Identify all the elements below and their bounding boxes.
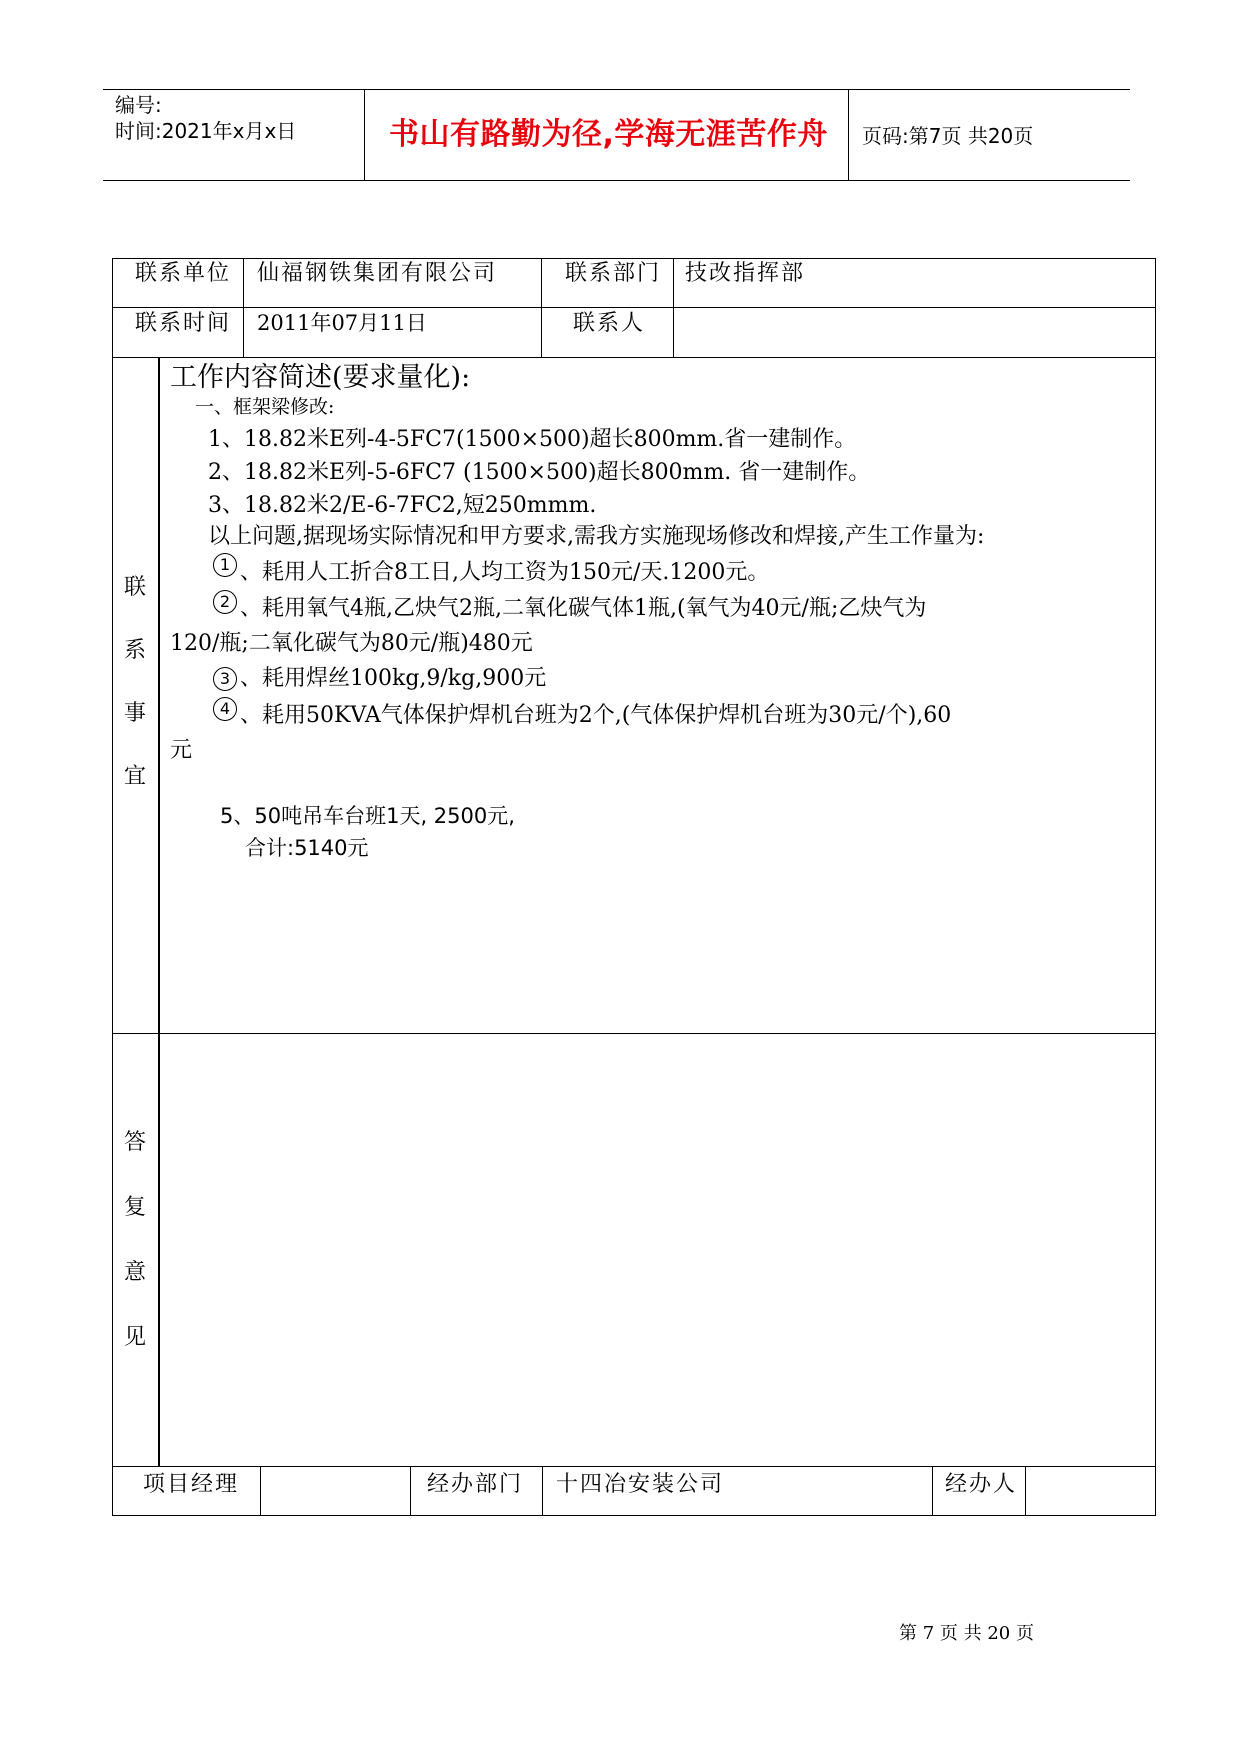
content-cost-4-line-2: 元 bbox=[170, 738, 193, 763]
col-divider-b bbox=[541, 258, 542, 357]
reply-label-char: 复 bbox=[123, 1195, 146, 1220]
header-divider-left bbox=[364, 89, 365, 181]
contact-unit-label: 联系单位 bbox=[135, 261, 232, 286]
table-bottom-border bbox=[112, 1515, 1156, 1516]
content-summary: 以上问题,据现场实际情况和甲方要求,需我方实施现场修改和焊接,产生工作量为: bbox=[208, 524, 985, 549]
circled-number-3: 3 bbox=[213, 667, 237, 691]
table-right-border bbox=[1155, 258, 1156, 1515]
content-total: 合计:5140元 bbox=[245, 836, 369, 860]
table-top-border bbox=[112, 258, 1156, 259]
content-item-5: 5、50吨吊车台班1天, 2500元, bbox=[220, 804, 515, 828]
matters-label-char: 联 bbox=[123, 575, 146, 600]
content-item-1: 1、18.82米E列-4-5FC7(1500×500)超长800mm.省一建制作。 bbox=[208, 427, 857, 452]
matters-label-char: 系 bbox=[123, 638, 146, 663]
bottom-col-divider-e bbox=[1025, 1466, 1026, 1515]
page-number-label: 页码:第7页 共20页 bbox=[862, 124, 1034, 148]
content-cost-3: 、耗用焊丝100kg,9/kg,900元 bbox=[240, 666, 547, 691]
circled-number-1: 1 bbox=[213, 553, 237, 577]
table-row-divider-1 bbox=[112, 307, 1156, 308]
content-item-2: 2、18.82米E列-5-6FC7 (1500×500)超长800mm. 省一建制作。 bbox=[208, 460, 871, 485]
content-cost-2-line-2: 120/瓶;二氧化碳气为80元/瓶)480元 bbox=[170, 631, 533, 656]
content-section-title: 一、框架梁修改: bbox=[195, 396, 335, 418]
content-item-3: 3、18.82米2/E-6-7FC2,短250mmm. bbox=[208, 493, 597, 518]
content-cost-4-line-1: 、耗用50KVA气体保护焊机台班为2个,(气体保护焊机台班为30元/个),60 bbox=[240, 703, 952, 728]
content-heading: 工作内容简述(要求量化): bbox=[170, 362, 471, 393]
content-cost-1: 、耗用人工折合8工日,人均工资为150元/天.1200元。 bbox=[240, 560, 770, 585]
contact-dept-label: 联系部门 bbox=[565, 261, 662, 286]
footer-page-number: 第 7 页 共 20 页 bbox=[899, 1623, 1034, 1644]
bottom-col-divider-a bbox=[260, 1466, 261, 1515]
contact-person-label: 联系人 bbox=[573, 311, 646, 336]
reply-label-char: 见 bbox=[123, 1325, 146, 1350]
matters-label bbox=[115, 570, 155, 822]
col-divider-c bbox=[673, 258, 674, 357]
bottom-col-divider-b bbox=[410, 1466, 411, 1515]
handling-dept-value: 十四冶安装公司 bbox=[556, 1472, 725, 1497]
document-number-label: 编号: bbox=[115, 93, 162, 117]
contact-dept-value: 技改指挥部 bbox=[685, 261, 806, 286]
reply-label-char: 答 bbox=[123, 1130, 146, 1155]
contact-unit-value: 仙福钢铁集团有限公司 bbox=[257, 261, 498, 286]
content-cost-2-line-1: 、耗用氧气4瓶,乙炔气2瓶,二氧化碳气体1瓶,(氧气为40元/瓶;乙炔气为 bbox=[240, 596, 927, 621]
label-column-divider bbox=[158, 357, 160, 1466]
circled-number-2: 2 bbox=[213, 590, 237, 614]
header-divider-right bbox=[848, 89, 849, 181]
contact-time-value: 2011年07月11日 bbox=[257, 311, 427, 335]
table-row-divider-2 bbox=[112, 357, 1156, 358]
contact-time-label: 联系时间 bbox=[135, 311, 232, 336]
circled-number-4: 4 bbox=[213, 697, 237, 721]
bottom-col-divider-c bbox=[542, 1466, 543, 1515]
header-bottom-rule bbox=[103, 180, 1130, 181]
header-motto: 书山有路勤为径,学海无涯苦作舟 bbox=[389, 117, 828, 152]
reply-label bbox=[115, 1125, 155, 1385]
table-row-divider-4 bbox=[112, 1466, 1156, 1467]
table-left-border bbox=[112, 258, 113, 1515]
project-manager-label: 项目经理 bbox=[143, 1472, 240, 1497]
handler-label: 经办人 bbox=[945, 1472, 1018, 1497]
document-time-label: 时间:2021年x月x日 bbox=[115, 119, 297, 143]
bottom-col-divider-d bbox=[932, 1466, 933, 1515]
matters-label-char: 宜 bbox=[123, 764, 146, 789]
header-top-rule bbox=[103, 89, 1130, 90]
reply-label-char: 意 bbox=[123, 1260, 146, 1285]
table-row-divider-3 bbox=[112, 1033, 1156, 1034]
matters-label-char: 事 bbox=[123, 701, 146, 726]
col-divider-a bbox=[243, 258, 244, 357]
handling-dept-label: 经办部门 bbox=[427, 1472, 524, 1497]
